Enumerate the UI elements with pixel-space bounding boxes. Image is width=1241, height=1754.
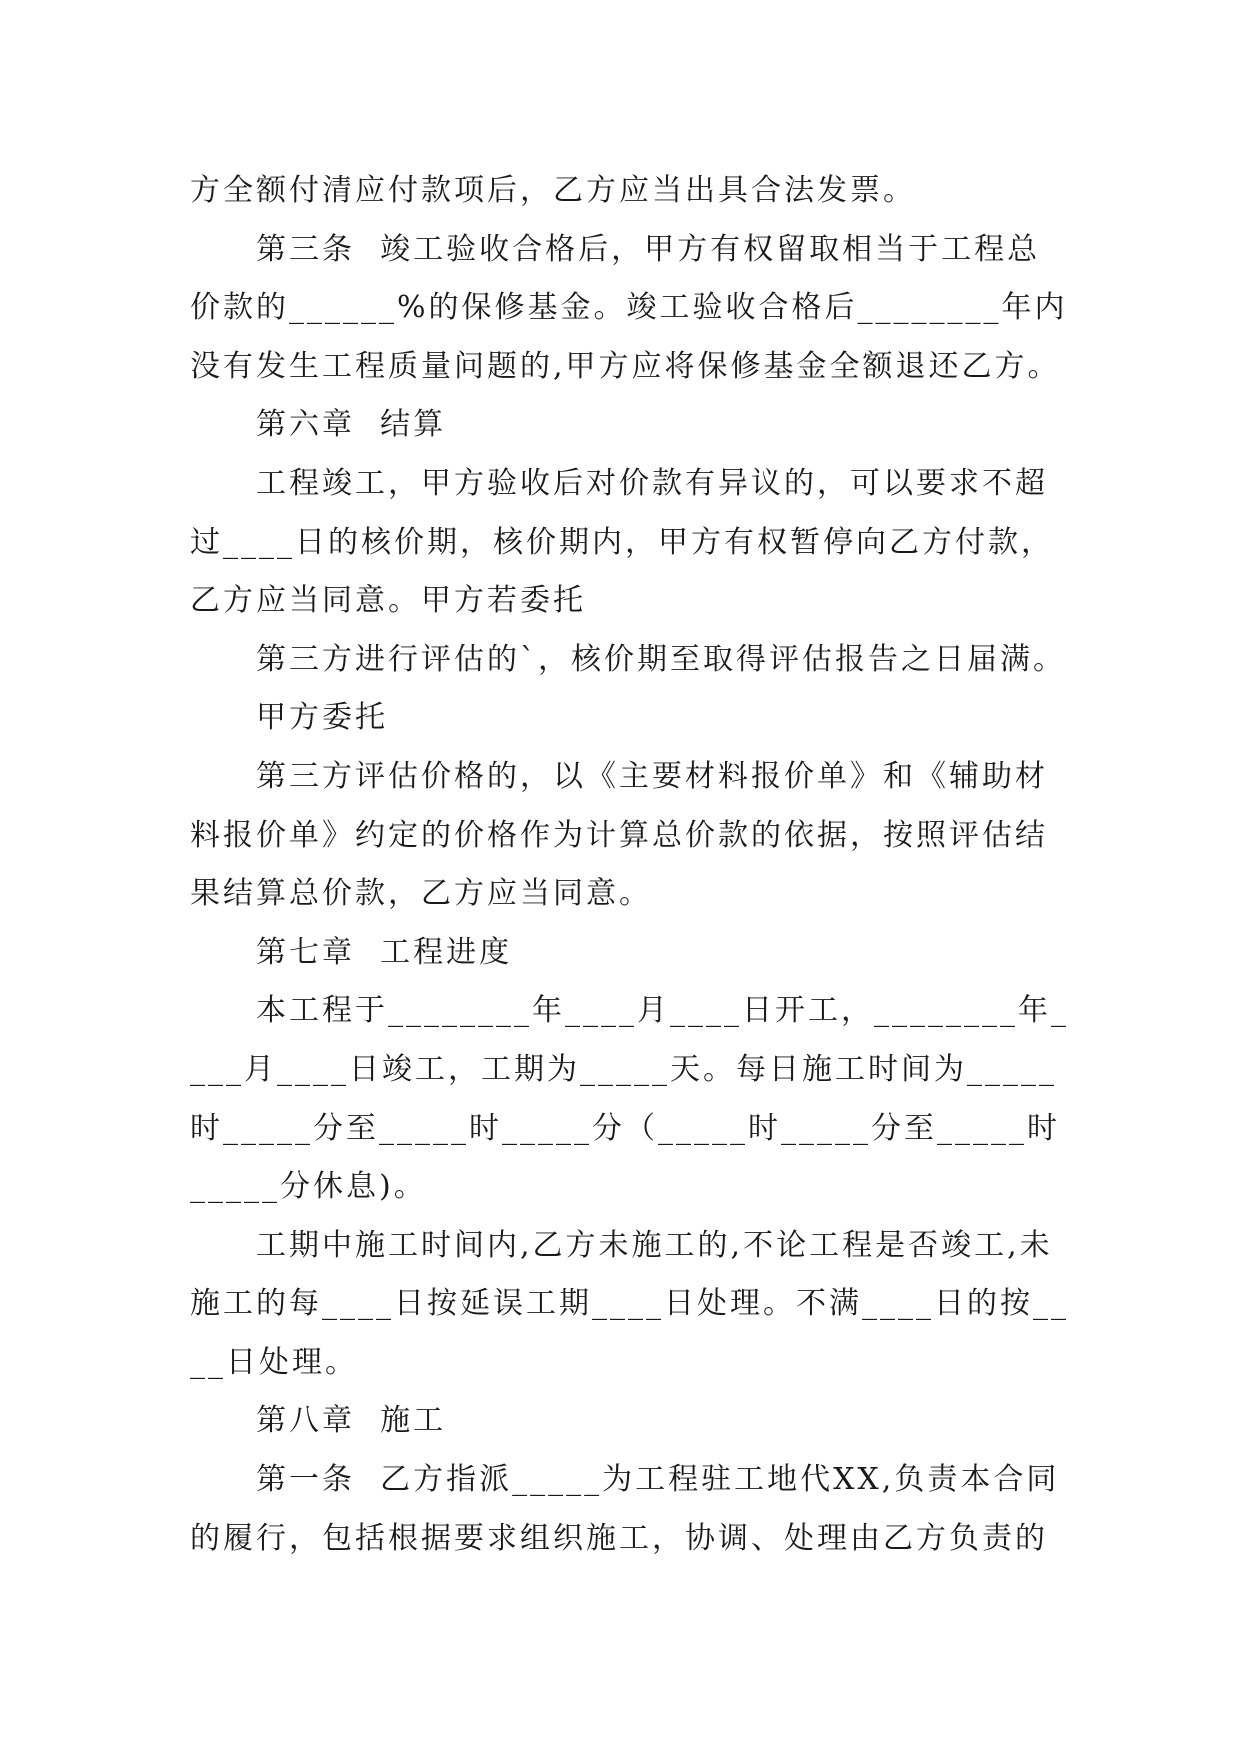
chapter-heading-8: 第八章 施工 bbox=[256, 1403, 447, 1439]
paragraph-5: 第三方进行评估的`，核价期至取得评估报告之日届满。 bbox=[256, 641, 1066, 677]
paragraph-9: 本工程于________年____月____日开工，________年____月____日竣工，工期为_____天。每日施工时间为_____时_____分至_____时_____分（_____时_____分至_____时_____分休息)。 bbox=[190, 993, 1069, 1205]
chapter-heading-6: 第六章 结算 bbox=[256, 407, 447, 443]
paragraph-4: 工程竣工，甲方验收后对价款有异议的，可以要求不超过____日的核价期，核价期内，甲方有权暂停向乙方付款，乙方应当同意。甲方若委托 bbox=[190, 465, 1054, 619]
paragraph-12: 第一条 乙方指派_____为工程驻工地代XX,负责本合同的履行，包括根据要求组织施工，协调、处理由乙方负责的 bbox=[190, 1462, 1060, 1556]
document-body bbox=[190, 162, 1070, 1568]
paragraph-10: 工期中施工时间内,乙方未施工的,不论工程是否竣工,未施工的每____日按延误工期____日处理。不满____日的按____日处理。 bbox=[190, 1227, 1069, 1380]
chapter-heading-7: 第七章 工程进度 bbox=[256, 934, 513, 970]
paragraph-1: 方全额付清应付款项后，乙方应当出具合法发票。 bbox=[190, 173, 916, 208]
paragraph-2: 第三条 竣工验收合格后，甲方有权留取相当于工程总价款的______%的保修基金。竣工验收合格后________年内没有发生工程质量问题的,甲方应将保修基金全额退还乙方。 bbox=[190, 231, 1068, 384]
paragraph-6: 甲方委托 bbox=[256, 700, 388, 736]
paragraph-7: 第三方评估价格的，以《主要材料报价单》和《辅助材料报价单》约定的价格作为计算总价款的依据，按照评估结果结算总价款，乙方应当同意。 bbox=[190, 758, 1048, 912]
